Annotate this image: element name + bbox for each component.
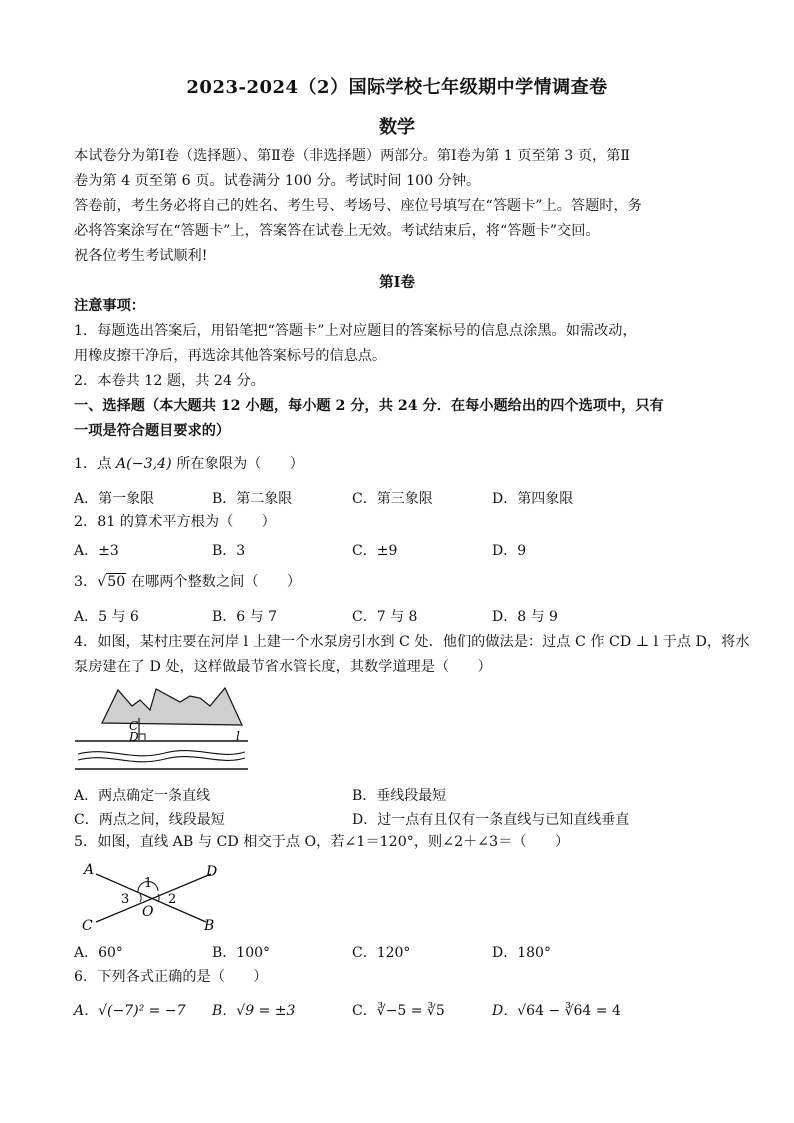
intro-line: 答卷前，考生务必将自己的姓名、考生号、考场号、座位号填写在“答题卡”上。答题时，务 (74, 198, 642, 214)
question-6-options (74, 1000, 724, 1026)
option-d[interactable] (492, 1000, 621, 1020)
angle-2-label: 2 (168, 892, 177, 907)
option-a[interactable]: A．60° (74, 945, 123, 961)
option-a[interactable]: A．第一象限 (74, 491, 155, 507)
q3-suffix: 在哪两个整数之间（ ） (126, 574, 302, 590)
label-l: l (236, 729, 240, 743)
option-d[interactable]: D．8 与 9 (492, 609, 558, 625)
option-c[interactable]: C．两点之间，线段最短 (74, 812, 225, 828)
label-a: A (84, 862, 95, 878)
option-d[interactable]: D．9 (492, 543, 527, 559)
q3-radicand: 50 (107, 574, 126, 590)
village-shape (102, 688, 242, 725)
option-a[interactable] (74, 1000, 186, 1020)
question-1-options (74, 488, 724, 510)
section-heading: 一项是符合题目要求的） (74, 423, 231, 439)
question-3-options (74, 606, 724, 628)
option-d[interactable]: D．180° (492, 945, 551, 961)
sqrt-sign: √ (97, 574, 107, 590)
question-1-stem (74, 452, 724, 477)
intro-line: 本试卷分为第Ⅰ卷（选择题）、第Ⅱ卷（非选择题）两部分。第Ⅰ卷为第 1 页至第 3 页，第Ⅱ (74, 148, 631, 164)
option-expr: ∛−5 = ∛5 (376, 1003, 445, 1019)
option-b[interactable] (212, 1000, 295, 1020)
question-4-options (74, 785, 724, 807)
option-expr: √(−7)² = −7 (98, 1003, 186, 1019)
option-c[interactable]: C．120° (352, 945, 411, 961)
subject-title: 数学 (379, 117, 415, 138)
option-c[interactable]: C．7 与 8 (352, 609, 418, 625)
option-letter: C． (352, 1003, 377, 1019)
question-5-options (74, 942, 724, 964)
option-b[interactable]: B．6 与 7 (212, 609, 278, 625)
option-c[interactable]: C．±9 (352, 543, 398, 559)
q1-suffix: 所在象限为（ ） (171, 456, 304, 472)
option-letter: B． (212, 1003, 237, 1019)
option-a[interactable]: A．±3 (74, 543, 119, 559)
label-d: D (129, 730, 139, 744)
option-expr: √64 − ∛64 = 4 (517, 1003, 621, 1019)
notice-block (74, 294, 724, 444)
label-c: C (82, 918, 93, 934)
notice-line: 用橡皮擦干净后，再选涂其他答案标号的信息点。 (74, 348, 387, 364)
question-6-stem: 6．下列各式正确的是（ ） (74, 969, 268, 985)
option-letter: D． (492, 1003, 518, 1019)
angle-1-label: 1 (144, 876, 153, 891)
option-b[interactable]: B．第二象限 (212, 491, 293, 507)
q3-prefix: 3． (74, 574, 98, 590)
question-5-stem: 5．如图，直线 AB 与 CD 相交于点 O，若∠1＝120°，则∠2＋∠3＝（ ） (74, 834, 570, 850)
q1-point: A(−3,4) (115, 456, 172, 472)
right-angle-mark (139, 734, 145, 740)
option-b[interactable]: B．3 (212, 543, 246, 559)
label-o: O (142, 904, 154, 920)
angle-2-arc (158, 894, 159, 902)
option-d[interactable]: D．第四象限 (492, 491, 574, 507)
option-b[interactable]: B．垂线段最短 (352, 788, 447, 804)
label-d: D (206, 864, 218, 880)
question-4-stem (74, 630, 750, 680)
river-wave (78, 751, 245, 756)
label-c: C (129, 719, 139, 733)
river-village-figure (70, 680, 250, 780)
q4-line: 泵房建在了 D 处，这样做最节省水管长度，其数学道理是（ ） (74, 659, 492, 675)
notice-line: 2．本卷共 12 题，共 24 分。 (74, 373, 265, 389)
part1-heading: 第Ⅰ卷 (379, 274, 415, 291)
q1-prefix: 1．点 (74, 456, 116, 472)
option-d[interactable]: D．过一点有且仅有一条直线与已知直线垂直 (352, 812, 630, 828)
river-wave (78, 757, 245, 762)
question-2-options (74, 540, 724, 562)
exam-title: 2023-2024（2）国际学校七年级期中学情调查卷 (186, 77, 608, 98)
intro-line: 必将答案涂写在“答题卡”上，答案答在试卷上无效。考试结束后，将“答题卡”交回。 (74, 223, 600, 239)
option-c[interactable] (352, 1000, 445, 1020)
option-expr: √9 = ±3 (236, 1003, 296, 1019)
section-heading: 一、选择题（本大题共 12 小题，每小题 2 分，共 24 分．在每小题给出的四个选项中，只有 (74, 398, 664, 414)
notice-line: 1．每题选出答案后，用铅笔把“答题卡”上对应题目的答案标号的信息点涂黑。如需改动， (74, 323, 637, 339)
angle-3-label: 3 (121, 892, 130, 907)
option-letter: A． (74, 1003, 99, 1019)
angle-3-arc (140, 894, 141, 902)
label-b: B (204, 918, 215, 934)
intersecting-lines-figure (76, 858, 236, 938)
option-a[interactable]: A．两点确定一条直线 (74, 788, 211, 804)
notice-title: 注意事项： (74, 298, 145, 314)
option-b[interactable]: B．100° (212, 945, 271, 961)
intro-line: 卷为第 4 页至第 6 页。试卷满分 100 分。考试时间 100 分钟。 (74, 173, 481, 189)
question-4-options-row2 (74, 809, 724, 831)
option-c[interactable]: C．第三象限 (352, 491, 433, 507)
question-2-stem: 2．81 的算术平方根为（ ） (74, 514, 276, 530)
option-a[interactable]: A．5 与 6 (74, 609, 139, 625)
intro-line: 祝各位考生考试顺利! (74, 248, 208, 264)
q4-line: 4．如图，某村庄要在河岸 l 上建一个水泵房引水到 C 处．他们的做法是：过点 C 作 CD ⊥ l 于点 D，将水 (74, 634, 750, 650)
intro-block (74, 144, 724, 269)
question-3-stem (74, 570, 724, 595)
